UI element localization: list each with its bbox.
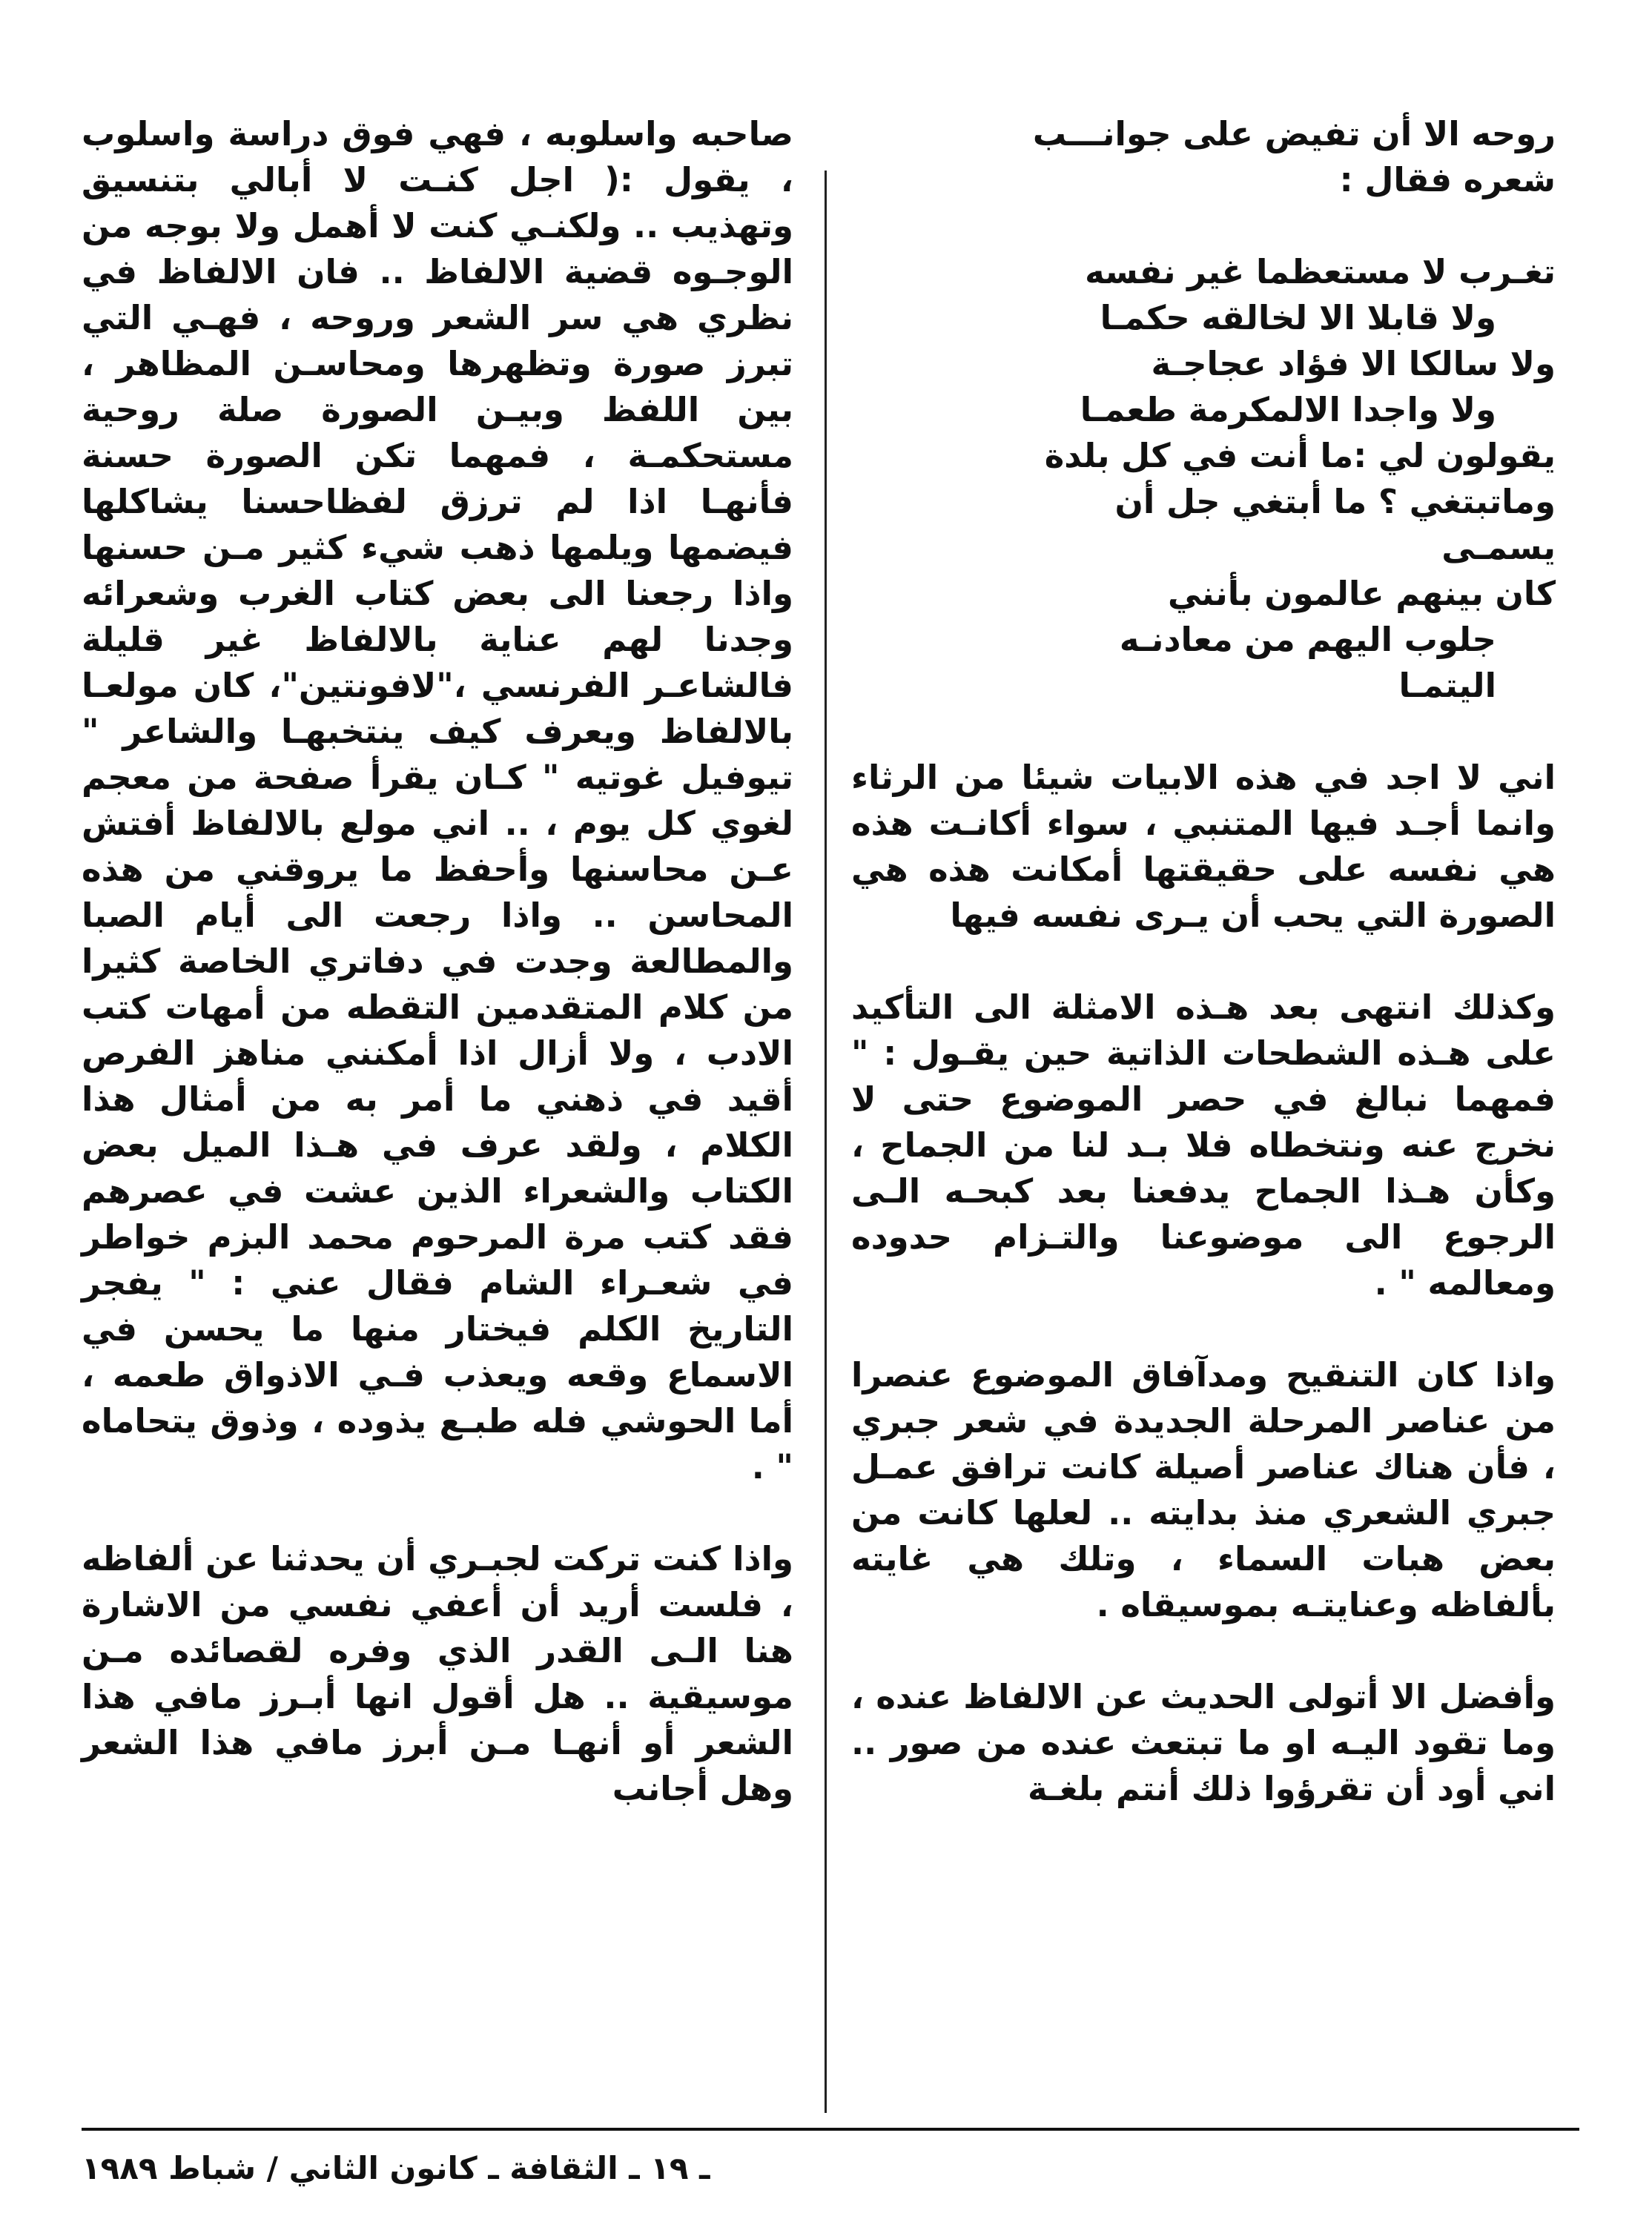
right-paragraph-1: اني لا اجد في هذه الابيات شيئا من الرثاء وانما أجـد فيها المتنبي ، سواء أكانـت هذه هي نفسه على حقيقتها أمكانت هذه هي الصورة التي يحب أن يـرى نفسه فيها bbox=[851, 758, 1556, 935]
right-column bbox=[851, 111, 1556, 1812]
poem-verse: اليتمـا bbox=[1398, 666, 1496, 705]
poem-verse: ولا سالكا الا فؤاد عجاجـة bbox=[1151, 344, 1556, 383]
left-paragraph-1: صاحبه واسلوبه ، فهي فوق دراسة واسلوب ، يقول :( اجل كنـت لا أبالي بتنسيق وتهذيب .. ولكنـي كنت لا أهمل ولا بوجه من الوجـوه قضية الالفاظ .. فان الالفاظ في نظري هي سر الشعر وروحه ، فهـي التي تبرز صورة وتظهرها ومحاسـن المظاهر ، بين اللفظ وبيـن الصورة صلة روحية مستحكمـة ، فمهما تكن الصورة حسنة فأنهـا اذا لم ترزق لفظاحسنا يشاكلها فيضمها ويلمها ذهب شيء كثير مـن حسنها واذا رجعنا الى بعض كتاب الغرب وشعرائه وجدنا لهم عناية بالالفاظ غير قليلة فالشاعـر الفرنسي ،"لافونتين"، كان مولعـا بالالفاظ ويعرف كيف ينتخبهـا والشاعر " تيوفيل غوتيه " كـان يقرأ صفحة من معجم لغوي كل يوم ، .. اني مولع بالالفاظ أفتش عـن محاسنها وأحفظ ما يروقني من هذه المحاسن .. واذا رجعت الى أيام الصبا والمطالعة وجدت في دفاتري الخاصة كثيرا من كلام المتقدمين التقطه من أمهات كتب الادب ، ولا أزال اذا أمكنني مناهز الفرص أقيد في ذهني ما أمر به من أمثال هذا الكلام ، ولقد عرف في هـذا الميل بعض الكتاب والشعراء الذين عشت في عصرهم فقد كتب مرة المرحوم محمد البزم خواطر في شعـراء الشام فقال عني : " يفجر التاريخ الكلم فيختار منها ما يحسن في الاسماع وقعه ويعذب فـي الاذواق طعمه ، أما الحوشي فله طبـع يذوده ، وذوق يتحاماه " . bbox=[82, 114, 793, 1486]
poem-verse: يقولون لي :ما أنت في كل بلدة bbox=[1044, 436, 1556, 475]
poem-verse: كان بينهم عالمون بأنني bbox=[1167, 574, 1556, 613]
right-paragraph-3: واذا كان التنقيح ومدآفاق الموضوع عنصرا من عناصر المرحلة الجديدة في شعر جبري ، فأن هناك عناصر أصيلة كانت ترافق عمـل جبري الشعري منذ بدايته .. لعلها كانت من بعض هبات السماء ، وتلك هي غايته بألفاظه وعنايتـه بموسيقاه . bbox=[851, 1355, 1556, 1624]
right-paragraph-2: وكذلك انتهى بعد هـذه الامثلة الى التأكيد على هـذه الشطحات الذاتية حين يقـول : " فمهما نبالغ في حصر الموضوع حتى لا نخرج عنه ونتخطاه فلا بـد لنا من الجماح ، وكأن هـذا الجماح يدفعنا بعد كبحـه الـى الرجوع الى موضوعنا والتـزام حدوده ومعالمه " . bbox=[851, 988, 1556, 1303]
poem-verse: تغـرب لا مستعظما غير نفسه bbox=[1085, 252, 1556, 291]
spacer bbox=[851, 709, 1556, 755]
spacer bbox=[851, 203, 1556, 249]
footer-rule bbox=[82, 2128, 1579, 2131]
spacer bbox=[851, 939, 1556, 985]
poem-verse: وماتبتغي ؟ ما أبتغي جل أن bbox=[1114, 482, 1556, 521]
poem-verse: ولا قابلا الا لخالقه حكمـا bbox=[1100, 298, 1496, 337]
spacer bbox=[851, 1628, 1556, 1674]
left-column bbox=[82, 111, 793, 1812]
spacer bbox=[82, 1490, 793, 1536]
page-footer: ـ ١٩ ـ الثقافة ـ كانون الثاني / شباط ١٩٨٩ bbox=[82, 2150, 710, 2186]
poem-verses bbox=[851, 249, 1556, 709]
column-divider bbox=[825, 171, 827, 2113]
poem-verse: ولا واجدا الالمكرمة طعمـا bbox=[1080, 390, 1496, 429]
left-paragraph-2: واذا كنت تركت لجبـري أن يحدثنا عن ألفاظه ، فلست أريد أن أعفي نفسي من الاشارة هنا الـى القدر الذي وفره لقصائده مـن موسيقية .. هل أقول انها أبـرز مافي هذا الشعر أو أنهـا مـن أبرز مافي هذا الشعر وهل أجانب bbox=[82, 1539, 793, 1808]
poem-verse: جلوب اليهم من معادنـه bbox=[1119, 620, 1496, 659]
right-intro-paragraph: روحه الا أن تفيض على جوانـــب شعره فقال : bbox=[1032, 114, 1556, 199]
poem-verse: يسمـى bbox=[1441, 528, 1556, 567]
right-paragraph-4: وأفضل الا أتولى الحديث عن الالفاظ عنده ، وما تقود اليـه او ما تبتعث عنده من صور .. اني أود أن تقرؤوا ذلك أنتم بلغـة bbox=[851, 1677, 1556, 1808]
spacer bbox=[851, 1306, 1556, 1352]
